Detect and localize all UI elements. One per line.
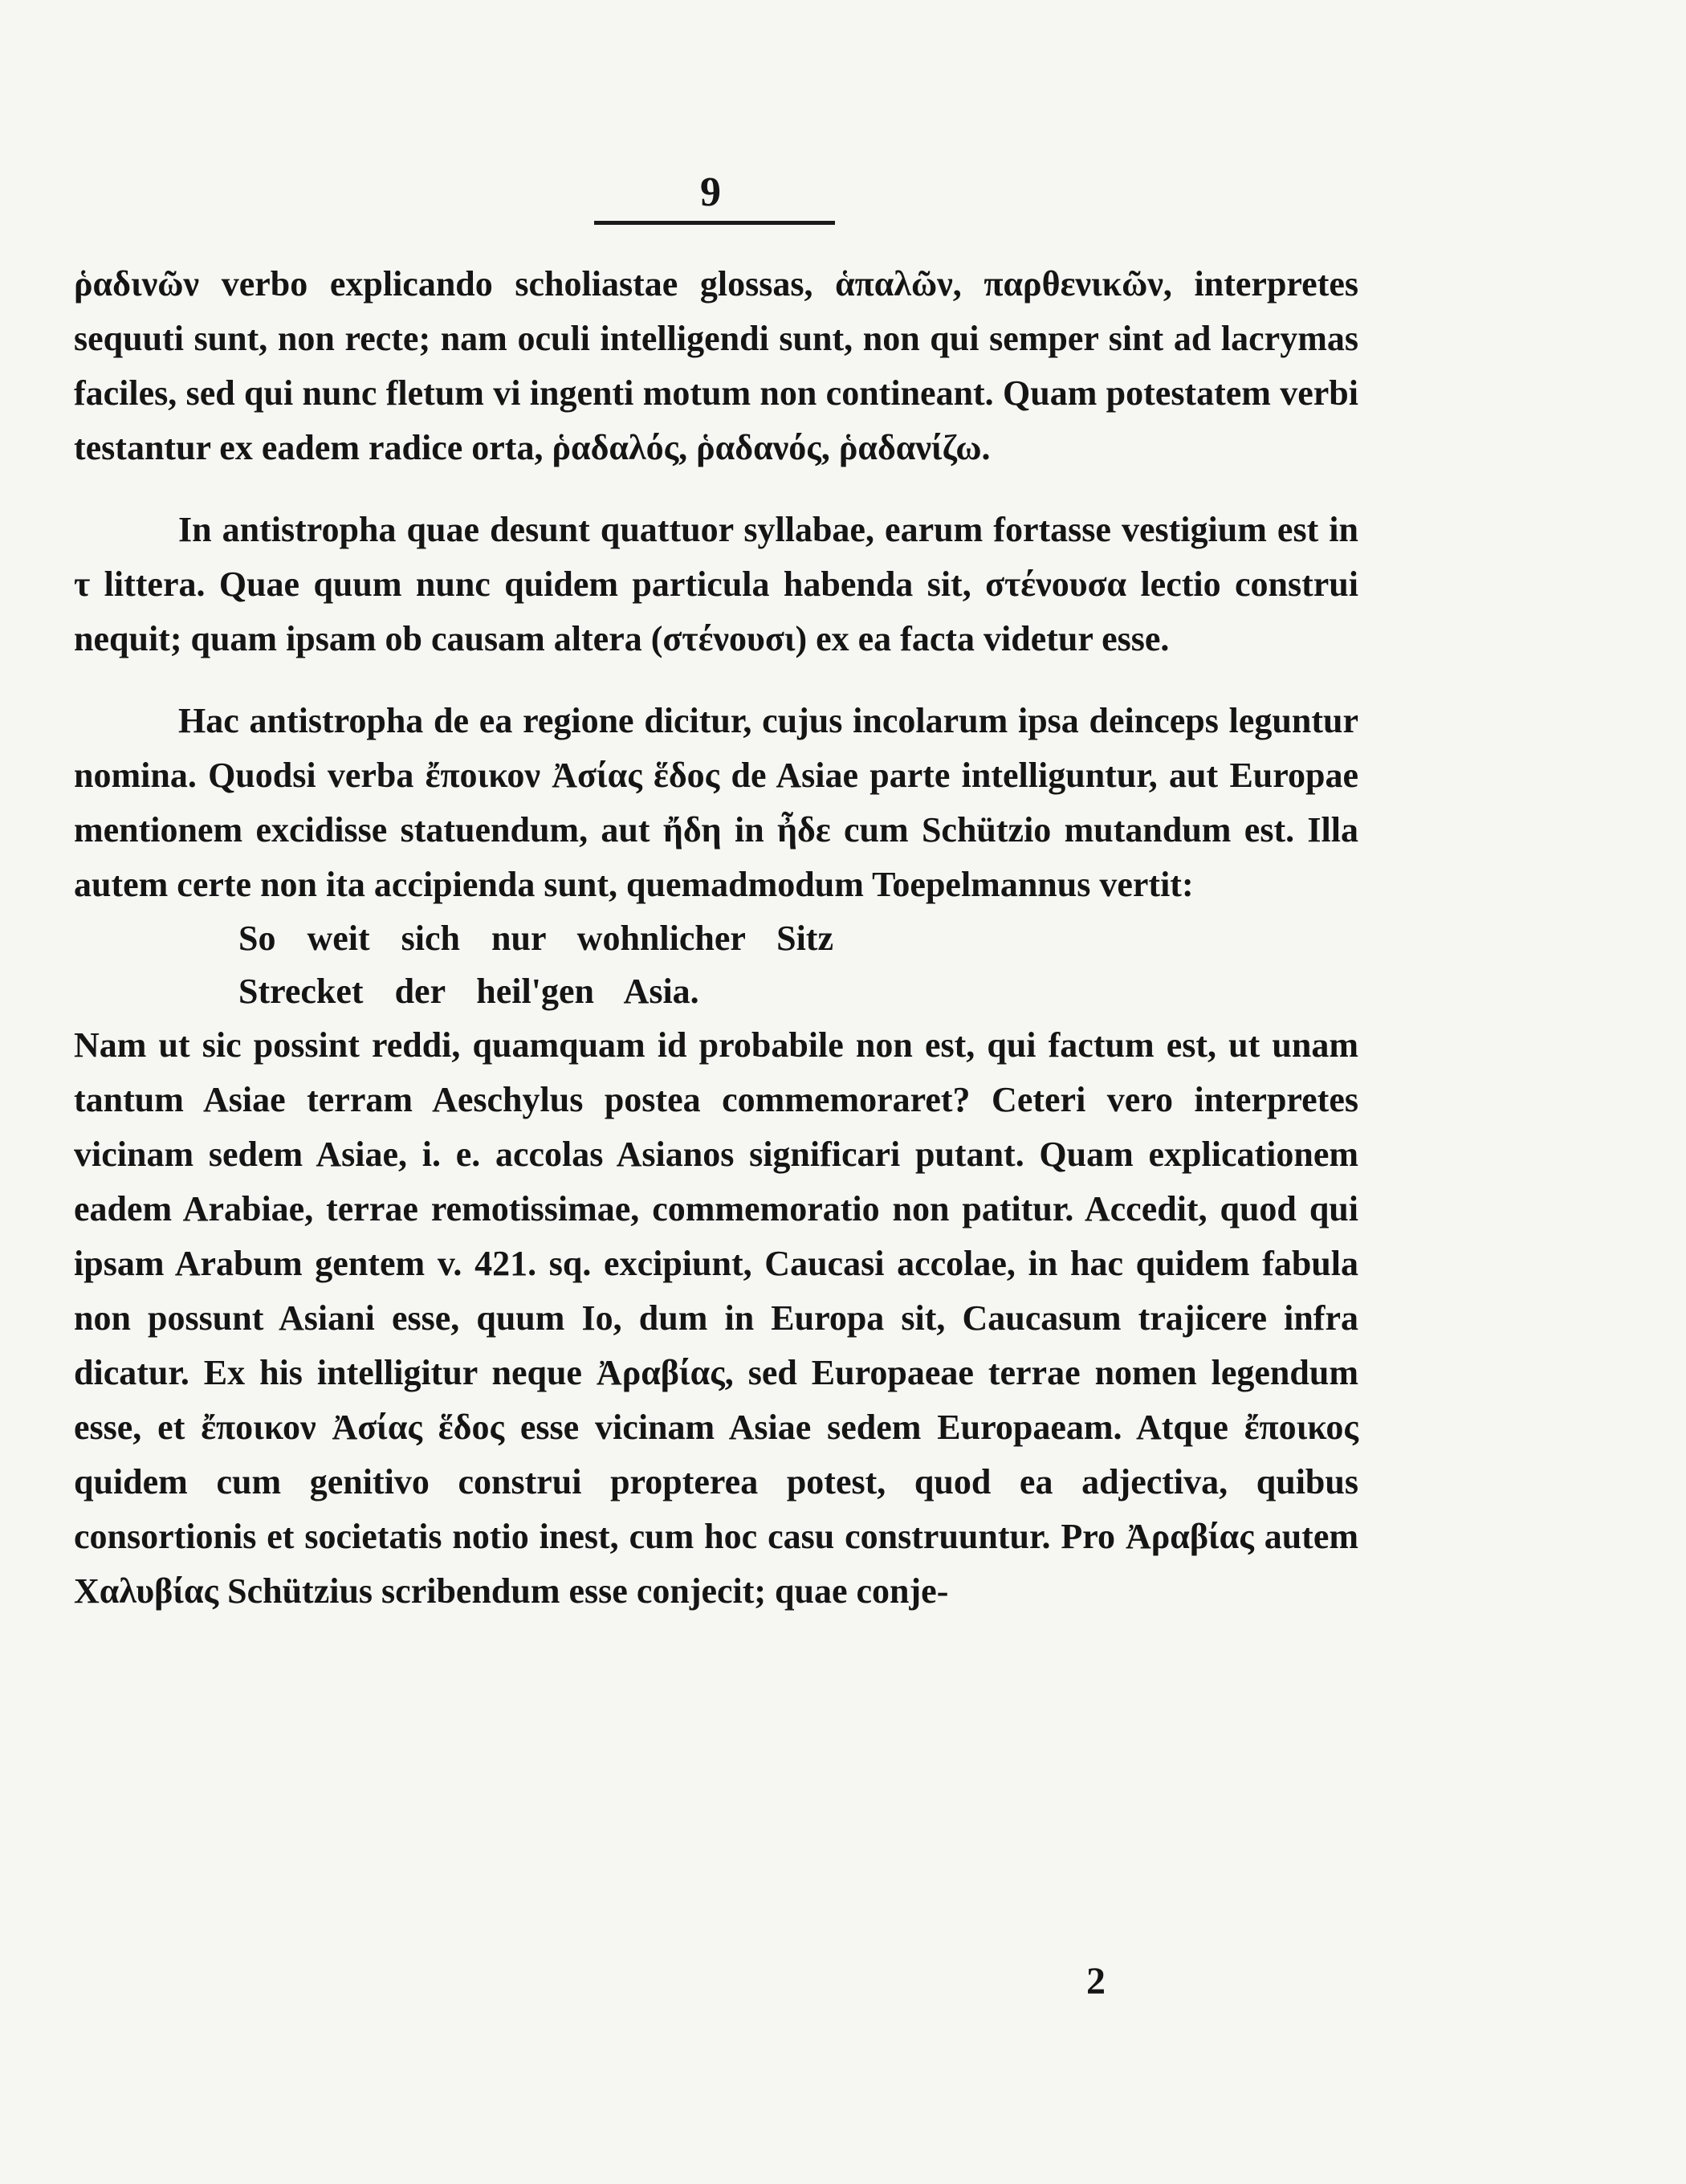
paragraph-1: ῥαδινῶν verbo explicando scholiastae glossas, ἁπαλῶν, παρθενικῶν, interpretes sequuti sunt, non recte; nam oculi intelligendi sunt, non qui semper sint ad lacrymas faciles, sed qui nunc fletum vi ingenti motum non contineant. Quam potestatem verbi testantur ex eadem radice orta, ῥαδαλός, ῥαδανός, ῥαδανίζω. — [74, 264, 1358, 467]
signature-mark: 2 — [1086, 1960, 1106, 2003]
paragraph-continuation: Nam ut sic possint reddi, quamquam id probabile non est, qui factum est, ut unam tantum Asiae terram Aeschylus postea commemoraret? Ceteri vero interpretes vicinam sedem Asiae, i. e. accolas Asianos significari putant. Quam explicationem eadem Arabiae, terrae remotissimae, commemoratio non patitur. Accedit, quod qui ipsam Arabum gentem v. 421. sq. excipiunt, Caucasi accolae, in hac quidem fabula non possunt Asiani esse, quum Io, dum in Europa sit, Caucasum trajicere infra dicatur. Ex his intelligitur neque Ἀραβίας, sed Europaeae terrae nomen legendum esse, et ἔποικον Ἀσίας ἕδος esse vicinam Asiae sedem Europaeam. Atque ἔποικος quidem cum genitivo construi propterea potest, quod ea adjectiva, quibus consortionis et societatis notio inest, cum hoc casu construuntur. Pro Ἀραβίας autem Χαλυβίας Schützius scribendum esse conjecit; quae conje- — [74, 1025, 1358, 1611]
header-rule — [594, 221, 835, 225]
verse-quote — [74, 912, 1358, 1018]
body-text — [74, 257, 1358, 1619]
paragraph-2: In antistropha quae desunt quattuor syllabae, earum fortasse vestigium est in τ littera. Quae quum nunc quidem particula habenda sit, στένουσα lectio construi nequit; quam ipsam ob causam altera (στένουσι) ex ea facta videtur esse. — [74, 510, 1358, 658]
paragraph-3: Hac antistropha de ea regione dicitur, cujus incolarum ipsa deinceps leguntur nomina. Quodsi verba ἔποικον Ἀσίας ἕδος de Asiae parte intelliguntur, aut Europae mentionem excidisse statuendum, aut ἤδη in ἦδε cum Schützio mutandum est. Illa autem certe non ita accipienda sunt, quemadmodum Toepelmannus vertit: — [74, 701, 1358, 904]
page-number: 9 — [700, 169, 721, 215]
verse-line-1: So weit sich nur wohnlicher Sitz — [238, 919, 833, 958]
verse-line-2: Strecket der heil'gen Asia. — [238, 972, 699, 1011]
